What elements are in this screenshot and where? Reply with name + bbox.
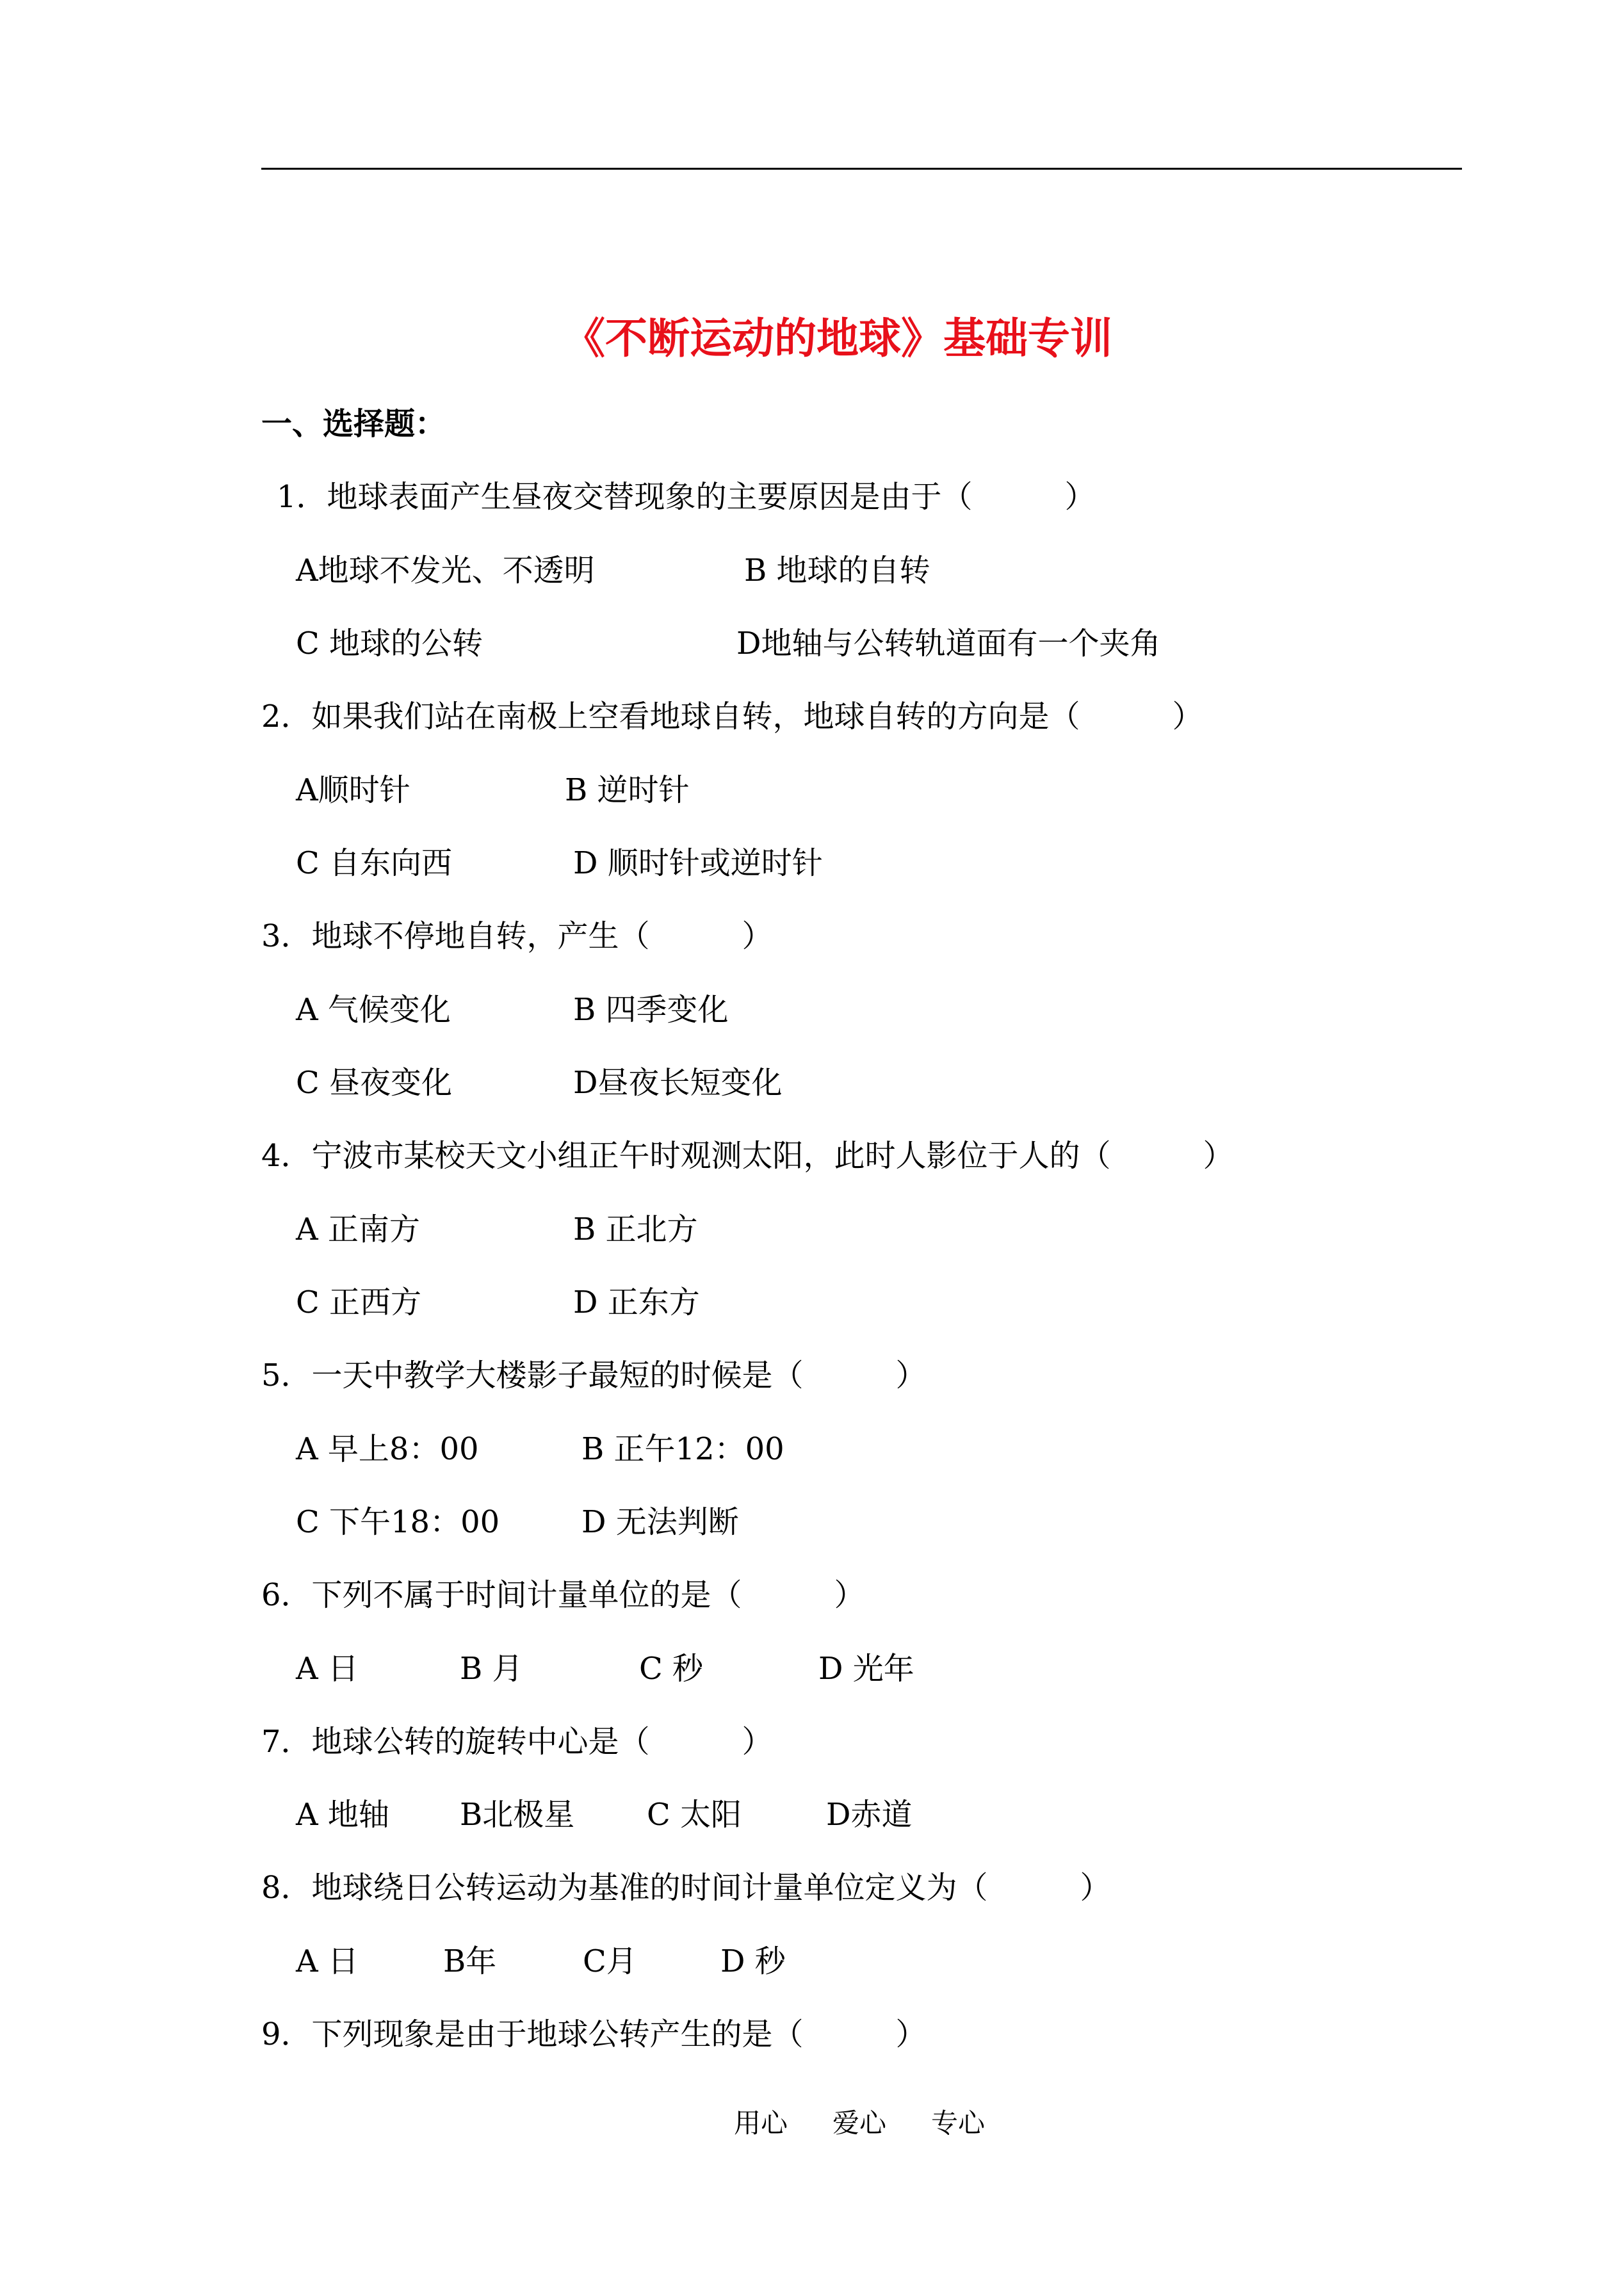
question-7-option-a: A 地轴 bbox=[296, 1797, 389, 1833]
question-7-option-d: D赤道 bbox=[826, 1797, 913, 1833]
question-3: 3．地球不停地自转，产生（ ） bbox=[261, 918, 773, 954]
header-rule bbox=[261, 168, 1462, 170]
question-8-option-c: C月 bbox=[583, 1943, 637, 1979]
question-5: 5．一天中教学大楼影子最短的时候是（ ） bbox=[261, 1358, 927, 1393]
question-6-option-d: D 光年 bbox=[818, 1651, 914, 1687]
question-9: 9．下列现象是由于地球公转产生的是（ ） bbox=[261, 2016, 927, 2052]
question-4-option-b: B 正北方 bbox=[573, 1212, 698, 1247]
question-1-option-d: D地轴与公转轨道面有一个夹角 bbox=[736, 626, 1161, 661]
question-7-option-c: C 太阳 bbox=[647, 1797, 742, 1833]
question-2-option-d: D 顺时针或逆时针 bbox=[573, 845, 823, 881]
question-8: 8．地球绕日公转运动为基准的时间计量单位定义为（ ） bbox=[261, 1870, 1111, 1906]
question-6-option-c: C 秒 bbox=[639, 1651, 703, 1687]
question-3-option-b: B 四季变化 bbox=[573, 992, 729, 1028]
question-7-option-b: B北极星 bbox=[460, 1797, 575, 1833]
question-5-option-c: C 下午18：00 bbox=[296, 1504, 500, 1540]
question-2-option-c: C 自东向西 bbox=[296, 845, 452, 881]
question-6: 6．下列不属于时间计量单位的是（ ） bbox=[261, 1577, 865, 1613]
question-8-option-b: B年 bbox=[443, 1943, 497, 1979]
question-1-option-a: A地球不发光、不透明 bbox=[296, 553, 595, 588]
page-title: 《不断运动的地球》基础专训 bbox=[563, 313, 1112, 363]
question-8-option-d: D 秒 bbox=[720, 1943, 786, 1979]
question-2-option-b: B 逆时针 bbox=[565, 772, 690, 808]
footer-text-1: 用心 bbox=[734, 2107, 788, 2139]
question-2: 2．如果我们站在南极上空看地球自转，地球自转的方向是（ ） bbox=[261, 699, 1203, 734]
question-8-option-a: A 日 bbox=[296, 1943, 359, 1979]
question-1: 1．地球表面产生昼夜交替现象的主要原因是由于（ ） bbox=[277, 479, 1096, 515]
question-4: 4．宁波市某校天文小组正午时观测太阳，此时人影位于人的（ ） bbox=[261, 1138, 1234, 1174]
question-3-option-a: A 气候变化 bbox=[296, 992, 451, 1028]
question-7: 7．地球公转的旋转中心是（ ） bbox=[261, 1724, 773, 1760]
question-4-option-a: A 正南方 bbox=[296, 1212, 420, 1247]
question-4-option-d: D 正东方 bbox=[573, 1285, 700, 1320]
question-5-option-b: B 正午12：00 bbox=[581, 1431, 784, 1467]
question-5-option-d: D 无法判断 bbox=[581, 1504, 739, 1540]
question-3-option-d: D昼夜长短变化 bbox=[573, 1065, 783, 1101]
question-1-option-b: B 地球的自转 bbox=[744, 553, 930, 588]
question-2-option-a: A顺时针 bbox=[296, 772, 410, 808]
question-3-option-c: C 昼夜变化 bbox=[296, 1065, 452, 1101]
question-6-option-a: A 日 bbox=[296, 1651, 359, 1687]
question-1-option-c: C 地球的公转 bbox=[296, 626, 483, 661]
question-5-option-a: A 早上8：00 bbox=[296, 1431, 479, 1467]
question-4-option-c: C 正西方 bbox=[296, 1285, 421, 1320]
footer-text-3: 专心 bbox=[931, 2107, 986, 2139]
footer-text-2: 爱心 bbox=[832, 2107, 887, 2139]
question-6-option-b: B 月 bbox=[460, 1651, 523, 1687]
section-heading: 一、选择题： bbox=[261, 406, 446, 442]
